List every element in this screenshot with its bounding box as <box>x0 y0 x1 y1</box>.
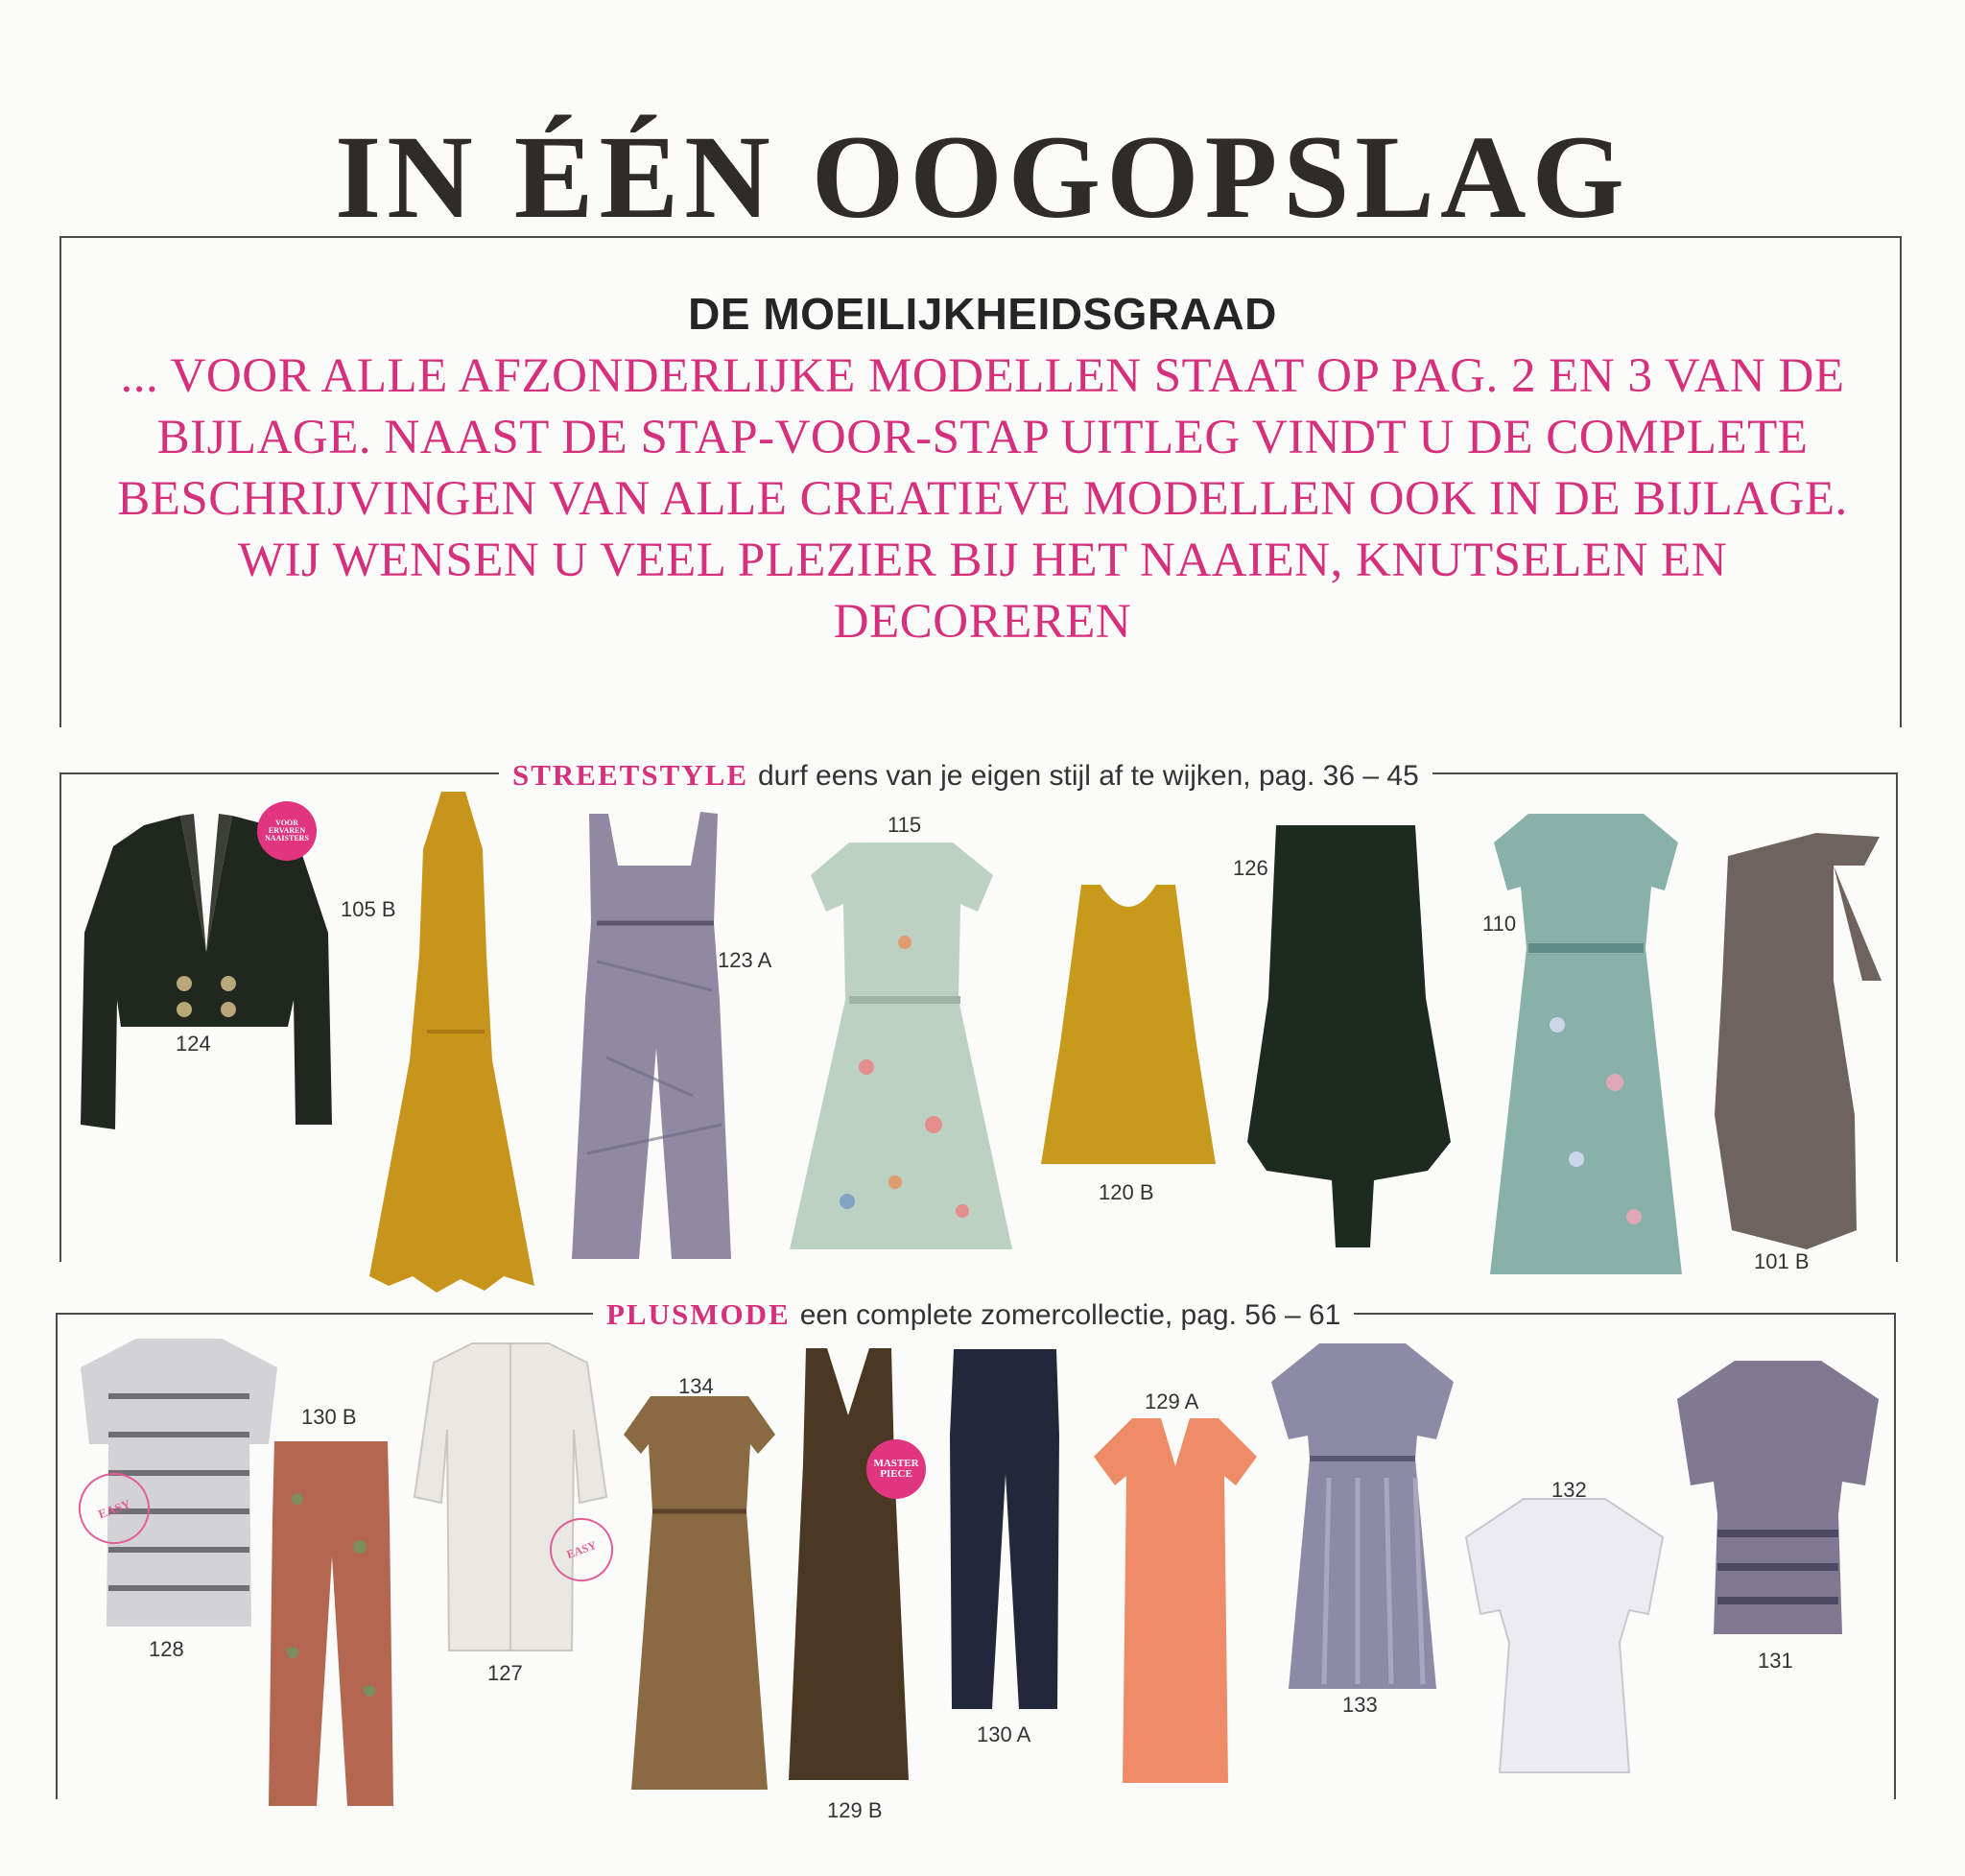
garment-127-coat[interactable] <box>414 1343 606 1655</box>
model-number-133: 133 <box>1342 1693 1378 1717</box>
plusmode-description: een complete zomercollectie, pag. 56 – 61 <box>799 1299 1341 1331</box>
garment-123a-jumpsuit[interactable] <box>568 808 739 1267</box>
garment-129a-dress[interactable] <box>1094 1418 1257 1793</box>
model-number-129a: 129 A <box>1145 1389 1199 1413</box>
model-number-123a: 123 A <box>718 948 772 972</box>
model-number-105b: 105 B <box>341 897 396 921</box>
garment-131-tunic[interactable] <box>1677 1361 1879 1639</box>
streetstyle-heading <box>499 758 1432 794</box>
garment-132-blouse[interactable] <box>1466 1499 1663 1777</box>
plusmode-heading <box>593 1297 1354 1333</box>
model-number-134: 134 <box>678 1374 714 1398</box>
model-number-129b: 129 B <box>827 1798 883 1822</box>
model-number-130a: 130 A <box>977 1722 1031 1746</box>
garment-101b-one-shoulder-dress[interactable] <box>1711 827 1883 1249</box>
model-number-101b: 101 B <box>1754 1249 1810 1273</box>
model-number-120b: 120 B <box>1099 1180 1154 1204</box>
garment-133-dress[interactable] <box>1271 1343 1454 1694</box>
model-number-131: 131 <box>1758 1649 1793 1673</box>
streetstyle-description: durf eens van je eigen stijl af te wijken, pag. 36 – 45 <box>758 760 1419 792</box>
garment-110-wrap-dress[interactable] <box>1490 814 1682 1284</box>
garment-129b-long-dress[interactable] <box>789 1348 909 1785</box>
garment-105b-maxi-dress[interactable] <box>369 792 537 1295</box>
masterpiece-badge: MASTER PIECE <box>866 1439 926 1499</box>
garment-120b-top[interactable] <box>1041 881 1216 1169</box>
garment-130b-trousers[interactable] <box>269 1441 393 1811</box>
model-number-115: 115 <box>888 813 922 837</box>
easy-badge-127: EASY <box>541 1509 623 1591</box>
model-number-110: 110 <box>1482 912 1517 936</box>
intro-text: ... VOOR ALLE AFZONDERLIJKE MODELLEN STAAT OP PAG. 2 EN 3 VAN DE BIJLAGE. NAAST DE STAP-VOOR-STAP UITLEG VINDT U DE COMPLETE BESCHRIJVINGEN VAN ALLE CREATIEVE MODELLEN OOK IN DE BIJLAGE. WIJ WENSEN U VEEL PLEZIER BIJ HET NAAIEN, KNUTSELEN EN DECOREREN <box>117 349 1848 649</box>
difficulty-heading: DE MOEILIJKHEIDSGRAAD <box>688 289 1277 339</box>
garment-134-maxi-dress[interactable] <box>624 1396 775 1799</box>
garment-126-skirt[interactable] <box>1247 825 1454 1247</box>
experienced-badge: VOOR ERVAREN NAAISTERS <box>257 801 317 861</box>
model-number-128: 128 <box>149 1637 184 1661</box>
streetstyle-label: STREETSTYLE <box>512 758 748 792</box>
plusmode-label: PLUSMODE <box>606 1297 791 1331</box>
page-title: IN ÉÉN OOGOPSLAG <box>335 111 1630 244</box>
model-number-130b: 130 B <box>301 1405 357 1429</box>
model-number-124: 124 <box>176 1032 211 1056</box>
easy-badge-128: EASY <box>69 1463 160 1555</box>
model-number-132: 132 <box>1551 1478 1587 1502</box>
garment-115-floral-dress[interactable] <box>790 837 1012 1254</box>
model-number-126: 126 <box>1233 856 1268 880</box>
garment-130a-trousers[interactable] <box>950 1349 1060 1714</box>
model-number-127: 127 <box>487 1661 523 1685</box>
